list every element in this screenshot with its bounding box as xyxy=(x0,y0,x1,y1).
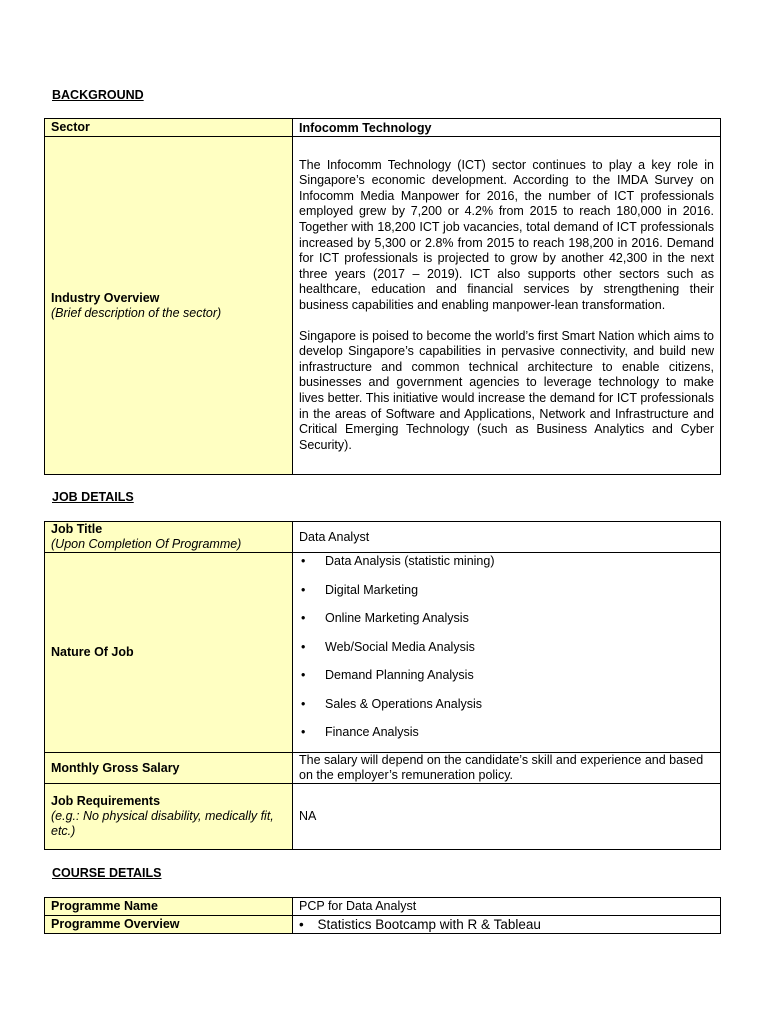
salary-label-cell xyxy=(45,753,293,784)
programme-overview-value-cell xyxy=(293,916,721,934)
sector-row xyxy=(45,119,721,137)
course-details-table xyxy=(44,897,721,934)
bullet-icon: • xyxy=(299,917,304,932)
nature-of-job-list-cell xyxy=(293,553,721,753)
job-requirements-row xyxy=(45,784,721,850)
background-table xyxy=(44,118,721,475)
list-item: • Data Analysis (statistic mining) xyxy=(299,554,714,583)
sector-label: Sector xyxy=(51,120,90,134)
programme-name-label: Programme Name xyxy=(51,899,158,913)
job-title-value: Data Analyst xyxy=(293,522,721,553)
job-requirements-sublabel: (e.g.: No physical disability, medically fit, etc.) xyxy=(51,809,274,838)
industry-overview-row xyxy=(45,137,721,475)
programme-name-row xyxy=(45,898,721,916)
list-item: • Demand Planning Analysis xyxy=(299,668,714,697)
nature-of-job-label: Nature Of Job xyxy=(51,645,134,659)
programme-overview-label-cell xyxy=(45,916,293,934)
job-title-label: Job Title xyxy=(51,522,103,536)
programme-overview-label: Programme Overview xyxy=(51,917,180,931)
sector-label-cell xyxy=(45,119,293,137)
salary-value: The salary will depend on the candidate’s skill and experience and based on the employer’s remuneration policy. xyxy=(293,753,721,784)
programme-name-value: PCP for Data Analyst xyxy=(293,898,721,916)
salary-row xyxy=(45,753,721,784)
list-item: • Finance Analysis xyxy=(299,725,714,741)
programme-overview-item: Statistics Bootcamp with R & Tableau xyxy=(317,917,541,932)
job-title-sublabel: (Upon Completion Of Programme) xyxy=(51,537,242,551)
industry-overview-paragraph-1: The Infocomm Technology (ICT) sector continues to play a key role in Singapore’s economic development. According to the IMDA Survey on Infocomm Media Manpower for 2016, the number of ICT professionals employed grew by 7,200 or 4.2% from 2015 to reach 180,000 in 2016. Together with 18,200 ICT job vacancies, total demand of ICT professionals increased by 5,300 or 2.8% from 2015 to reach 198,200 in 2016. Demand for ICT professionals is projected to grow by another 42,300 in the next three years (2017 – 2019). ICT also supports other sectors such as healthcare, education and financial services by strengthening their business capabilities and enabling manpower-lean transformation. xyxy=(299,157,714,312)
nature-of-job-row xyxy=(45,553,721,753)
job-requirements-label-cell xyxy=(45,784,293,850)
industry-overview-text xyxy=(293,137,721,475)
job-requirements-label: Job Requirements xyxy=(51,794,161,808)
list-item: • Sales & Operations Analysis xyxy=(299,697,714,726)
programme-overview-row xyxy=(45,916,721,934)
job-details-heading: JOB DETAILS xyxy=(52,490,134,504)
programme-name-label-cell xyxy=(45,898,293,916)
industry-overview-sublabel: (Brief description of the sector) xyxy=(51,305,222,320)
nature-of-job-label-cell xyxy=(45,553,293,753)
job-requirements-value: NA xyxy=(293,784,721,850)
salary-label: Monthly Gross Salary xyxy=(51,760,180,775)
sector-value: Infocomm Technology xyxy=(293,119,721,137)
background-heading: BACKGROUND xyxy=(52,88,144,102)
industry-overview-label-cell xyxy=(45,137,293,475)
job-title-label-cell xyxy=(45,522,293,553)
course-details-heading: COURSE DETAILS xyxy=(52,866,162,880)
industry-overview-label: Industry Overview xyxy=(51,290,160,305)
list-item: • Online Marketing Analysis xyxy=(299,611,714,640)
list-item: • Digital Marketing xyxy=(299,583,714,612)
nature-of-job-list xyxy=(299,554,714,741)
job-details-table xyxy=(44,521,721,850)
job-title-row xyxy=(45,522,721,553)
list-item: • Web/Social Media Analysis xyxy=(299,640,714,669)
industry-overview-paragraph-2: Singapore is poised to become the world’s first Smart Nation which aims to develop Singapore’s capabilities in pervasive connectivity, and build new infrastructure and common technical architecture to enable citizens, businesses and government agencies to leverage technology to make lives better. This initiative would increase the demand for ICT professionals in the areas of Software and Applications, Network and Infrastructure and Critical Emerging Technology (such as Business Analytics and Cyber Security). xyxy=(299,328,714,452)
